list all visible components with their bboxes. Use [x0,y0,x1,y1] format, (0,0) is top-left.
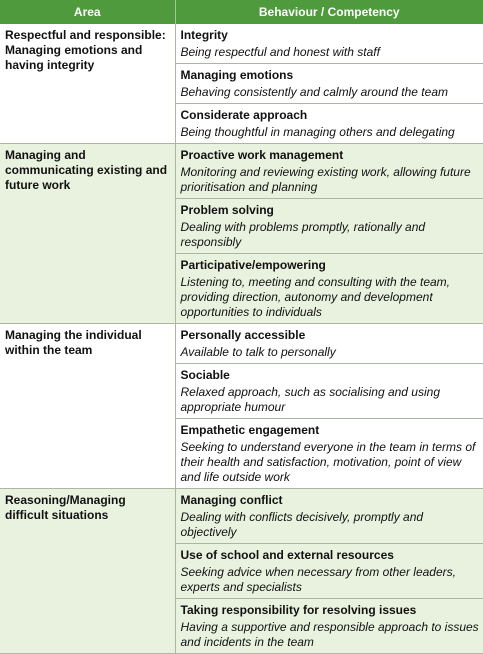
area-cell: Managing the individual within the team [0,324,175,489]
behaviour-cell [175,144,483,199]
area-cell: Respectful and responsible: Managing emotions and having integrity [0,24,175,144]
behaviour-name: Sociable [180,368,230,382]
behaviour-description: Dealing with problems promptly, rationally and responsibly [180,220,426,249]
behaviour-description: Relaxed approach, such as socialising and using appropriate humour [180,385,440,414]
behaviour-name: Problem solving [180,203,274,217]
behaviour-cell [175,324,483,364]
behaviour-name: Participative/empowering [180,258,326,272]
area-cell: Managing and communicating existing and future work [0,144,175,324]
behaviour-cell [175,104,483,144]
behaviour-cell [175,599,483,654]
behaviour-name: Use of school and external resources [180,548,394,562]
behaviour-description: Available to talk to personally [180,345,336,359]
behaviour-cell [175,24,483,64]
behaviour-description: Behaving consistently and calmly around the team [180,85,448,99]
behaviour-description: Having a supportive and responsible approach to issues and incidents in the team [180,620,479,649]
behaviour-description: Seeking to understand everyone in the team in terms of their health and satisfaction, motivation, point of view and life outside work [180,440,476,484]
behaviour-name: Considerate approach [180,108,308,122]
behaviour-name: Managing emotions [180,68,294,82]
header-area: Area [0,0,175,24]
table-row [0,324,483,364]
behaviour-cell [175,64,483,104]
behaviour-description: Monitoring and reviewing existing work, allowing future prioritisation and planning [180,165,471,194]
behaviour-cell [175,254,483,324]
behaviour-cell [175,489,483,544]
behaviour-name: Integrity [180,28,228,42]
behaviour-description: Dealing with conflicts decisively, promptly and objectively [180,510,424,539]
behaviour-name: Taking responsibility for resolving issues [180,603,417,617]
behaviour-cell [175,364,483,419]
behaviour-description: Being thoughtful in managing others and delegating [180,125,455,139]
behaviour-description: Being respectful and honest with staff [180,45,380,59]
table-row [0,489,483,544]
behaviour-description: Listening to, meeting and consulting with the team, providing direction, autonomy and development opportunities to individuals [180,275,450,319]
table-row [0,144,483,199]
behaviour-cell [175,544,483,599]
behaviour-name: Proactive work management [180,148,344,162]
behaviour-name: Empathetic engagement [180,423,320,437]
behaviour-cell [175,419,483,489]
behaviour-cell [175,199,483,254]
table-header-row [0,0,483,24]
header-behaviour: Behaviour / Competency [175,0,483,24]
behaviour-name: Managing conflict [180,493,283,507]
table-row [0,24,483,64]
behaviour-name: Personally accessible [180,328,306,342]
area-cell: Reasoning/Managing difficult situations [0,489,175,654]
behaviour-description: Seeking advice when necessary from other leaders, experts and specialists [180,565,456,594]
